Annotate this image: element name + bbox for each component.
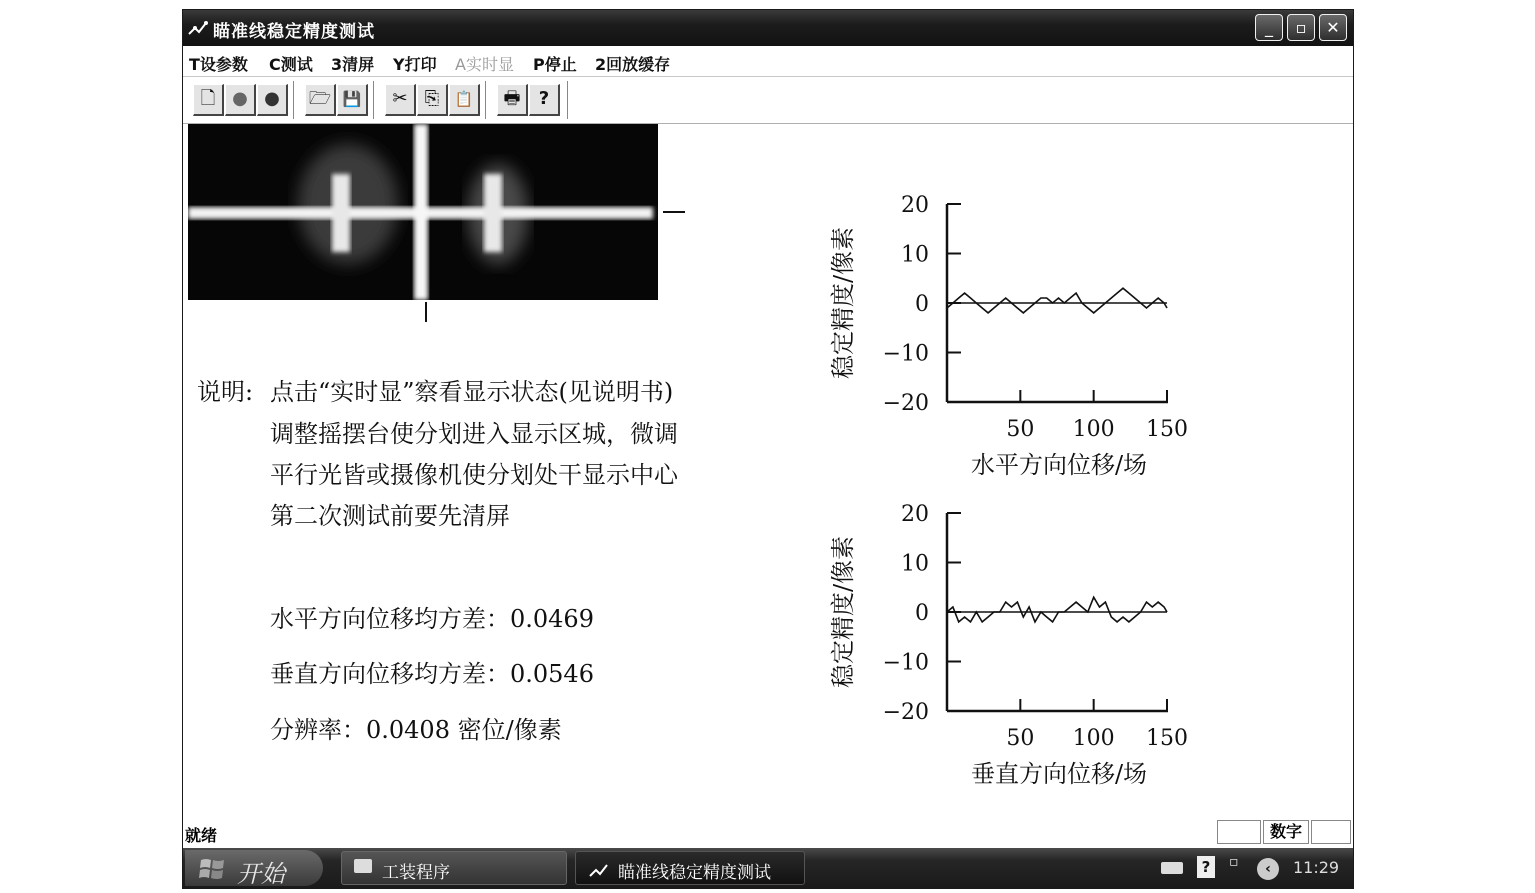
taskbar-item-label: 瞄准线稳定精度测试	[618, 863, 771, 883]
app-window	[182, 9, 1354, 889]
status-panel-empty	[1217, 820, 1261, 844]
menu-bar	[183, 46, 1353, 77]
stop-capture-button[interactable]	[257, 84, 288, 116]
start-label: 开始	[237, 860, 285, 888]
title-bar[interactable]	[183, 10, 1353, 46]
vertical-center-marker	[425, 302, 427, 322]
folder-icon	[354, 859, 372, 873]
taskbar-item-label: 工装程序	[382, 863, 450, 883]
x-tick-label: 150	[1146, 726, 1188, 751]
app-icon	[588, 860, 610, 880]
menu-test[interactable]: C测试	[269, 55, 313, 74]
circle-icon: ●	[264, 88, 280, 109]
x-tick-label: 50	[1006, 417, 1035, 442]
tray-expand-icon[interactable]: ‹	[1257, 858, 1279, 880]
close-button[interactable]	[1319, 14, 1347, 41]
toolbar	[183, 77, 1353, 124]
windows-logo-icon	[199, 857, 227, 881]
x-tick-label: 50	[1006, 726, 1035, 751]
camera-view	[188, 124, 658, 300]
note-line: 平行光皆或摄像机使分划处干显示中心	[270, 461, 678, 489]
clock: 11:29	[1293, 858, 1340, 877]
system-tray	[1153, 850, 1353, 886]
help-button[interactable]	[529, 84, 560, 116]
close-icon: ✕	[1326, 18, 1340, 37]
horizontal-center-marker	[663, 211, 685, 213]
data-series-line	[947, 597, 1167, 622]
circle-icon: ●	[232, 88, 248, 109]
print-button[interactable]	[497, 84, 528, 116]
minimize-icon: _	[1265, 18, 1273, 37]
status-bar	[183, 818, 1353, 846]
status-text: 就绪	[185, 826, 218, 845]
menu-stop[interactable]: P停止	[533, 55, 577, 74]
app-icon	[187, 18, 209, 38]
cut-icon: ✂	[392, 88, 408, 109]
x-tick-label: 150	[1146, 417, 1188, 442]
data-series-line	[947, 288, 1167, 313]
save-icon: 💾	[342, 90, 362, 108]
chart-svg	[823, 180, 1203, 490]
resolution-value: 分辨率：0.0408 密位/像素	[270, 716, 562, 744]
menu-clear-screen[interactable]: 3清屏	[331, 55, 375, 74]
y-tick-label: 20	[901, 193, 929, 218]
save-button[interactable]	[337, 84, 368, 116]
toolbar-separator	[567, 81, 571, 119]
reticle-image	[188, 124, 658, 300]
vertical-stability-chart	[823, 489, 1203, 799]
x-tick-label: 100	[1072, 726, 1115, 751]
status-panel-numlock: 数字	[1263, 820, 1309, 844]
y-tick-label: 0	[915, 292, 929, 317]
new-file-icon: 🗋	[200, 88, 216, 109]
toolbar-separator	[485, 81, 489, 119]
copy-icon: ⎘	[424, 88, 440, 109]
note-line: 点击“实时显”察看显示状态(见说明书)	[270, 378, 674, 406]
cut-button[interactable]	[385, 84, 416, 116]
y-axis-label: 稳定精度/像素	[829, 535, 857, 689]
x-axis-label: 水平方向位移/场	[970, 451, 1148, 479]
y-tick-label: 10	[901, 242, 929, 268]
status-panel-empty	[1311, 820, 1351, 844]
x-tick-label: 100	[1072, 417, 1115, 442]
start-capture-button[interactable]	[225, 84, 256, 116]
horizontal-stability-chart	[823, 180, 1203, 490]
paste-icon: 📋	[454, 90, 474, 108]
open-folder-icon: 🗁	[308, 88, 332, 109]
x-axis-label: 垂直方向位移/场	[970, 760, 1148, 788]
help-icon: ?	[538, 88, 550, 109]
open-button[interactable]	[305, 84, 336, 116]
paste-button[interactable]	[449, 84, 480, 116]
toolbar-separator	[373, 81, 377, 119]
note-line: 调整摇摆台使分划进入显示区城，微调	[270, 420, 678, 448]
menu-settings[interactable]: T设参数	[189, 55, 248, 74]
y-tick-label: 20	[901, 502, 929, 527]
y-tick-label: 0	[915, 601, 929, 626]
restore-button[interactable]	[1287, 14, 1315, 41]
y-tick-label: 10	[901, 551, 929, 577]
taskbar-item-stability-test[interactable]	[575, 851, 805, 885]
horizontal-variance: 水平方向位移均方差：0.0469	[270, 605, 594, 633]
notes-label: 说明:	[197, 378, 254, 406]
vertical-variance: 垂直方向位移均方差：0.0546	[270, 660, 594, 688]
y-tick-label: −20	[882, 391, 929, 416]
chart-svg	[823, 489, 1203, 799]
new-file-button[interactable]	[193, 84, 224, 116]
keyboard-icon[interactable]	[1161, 862, 1183, 874]
copy-button[interactable]	[417, 84, 448, 116]
start-button[interactable]	[185, 850, 323, 886]
restore-icon: ▫	[1295, 18, 1307, 37]
help-tray-icon[interactable]: ?	[1197, 856, 1215, 878]
minimize-button[interactable]	[1255, 14, 1283, 41]
menu-realtime-display[interactable]: A实时显	[455, 55, 514, 74]
window-title: 瞄准线稳定精度测试	[213, 22, 375, 42]
menu-print[interactable]: Y打印	[393, 55, 437, 74]
y-tick-label: −20	[882, 700, 929, 725]
network-icon[interactable]: ▫	[1229, 854, 1239, 870]
y-tick-label: −10	[882, 341, 929, 367]
toolbar-separator	[293, 81, 297, 119]
taskbar	[183, 848, 1353, 888]
y-tick-label: −10	[882, 650, 929, 676]
y-axis-label: 稳定精度/像素	[829, 226, 857, 380]
print-icon: 🖶	[503, 88, 521, 109]
taskbar-item-tooling-program[interactable]	[341, 851, 567, 885]
menu-playback-buffer[interactable]: 2回放缓存	[595, 55, 671, 74]
note-line: 第二次测试前要先清屏	[270, 502, 510, 530]
